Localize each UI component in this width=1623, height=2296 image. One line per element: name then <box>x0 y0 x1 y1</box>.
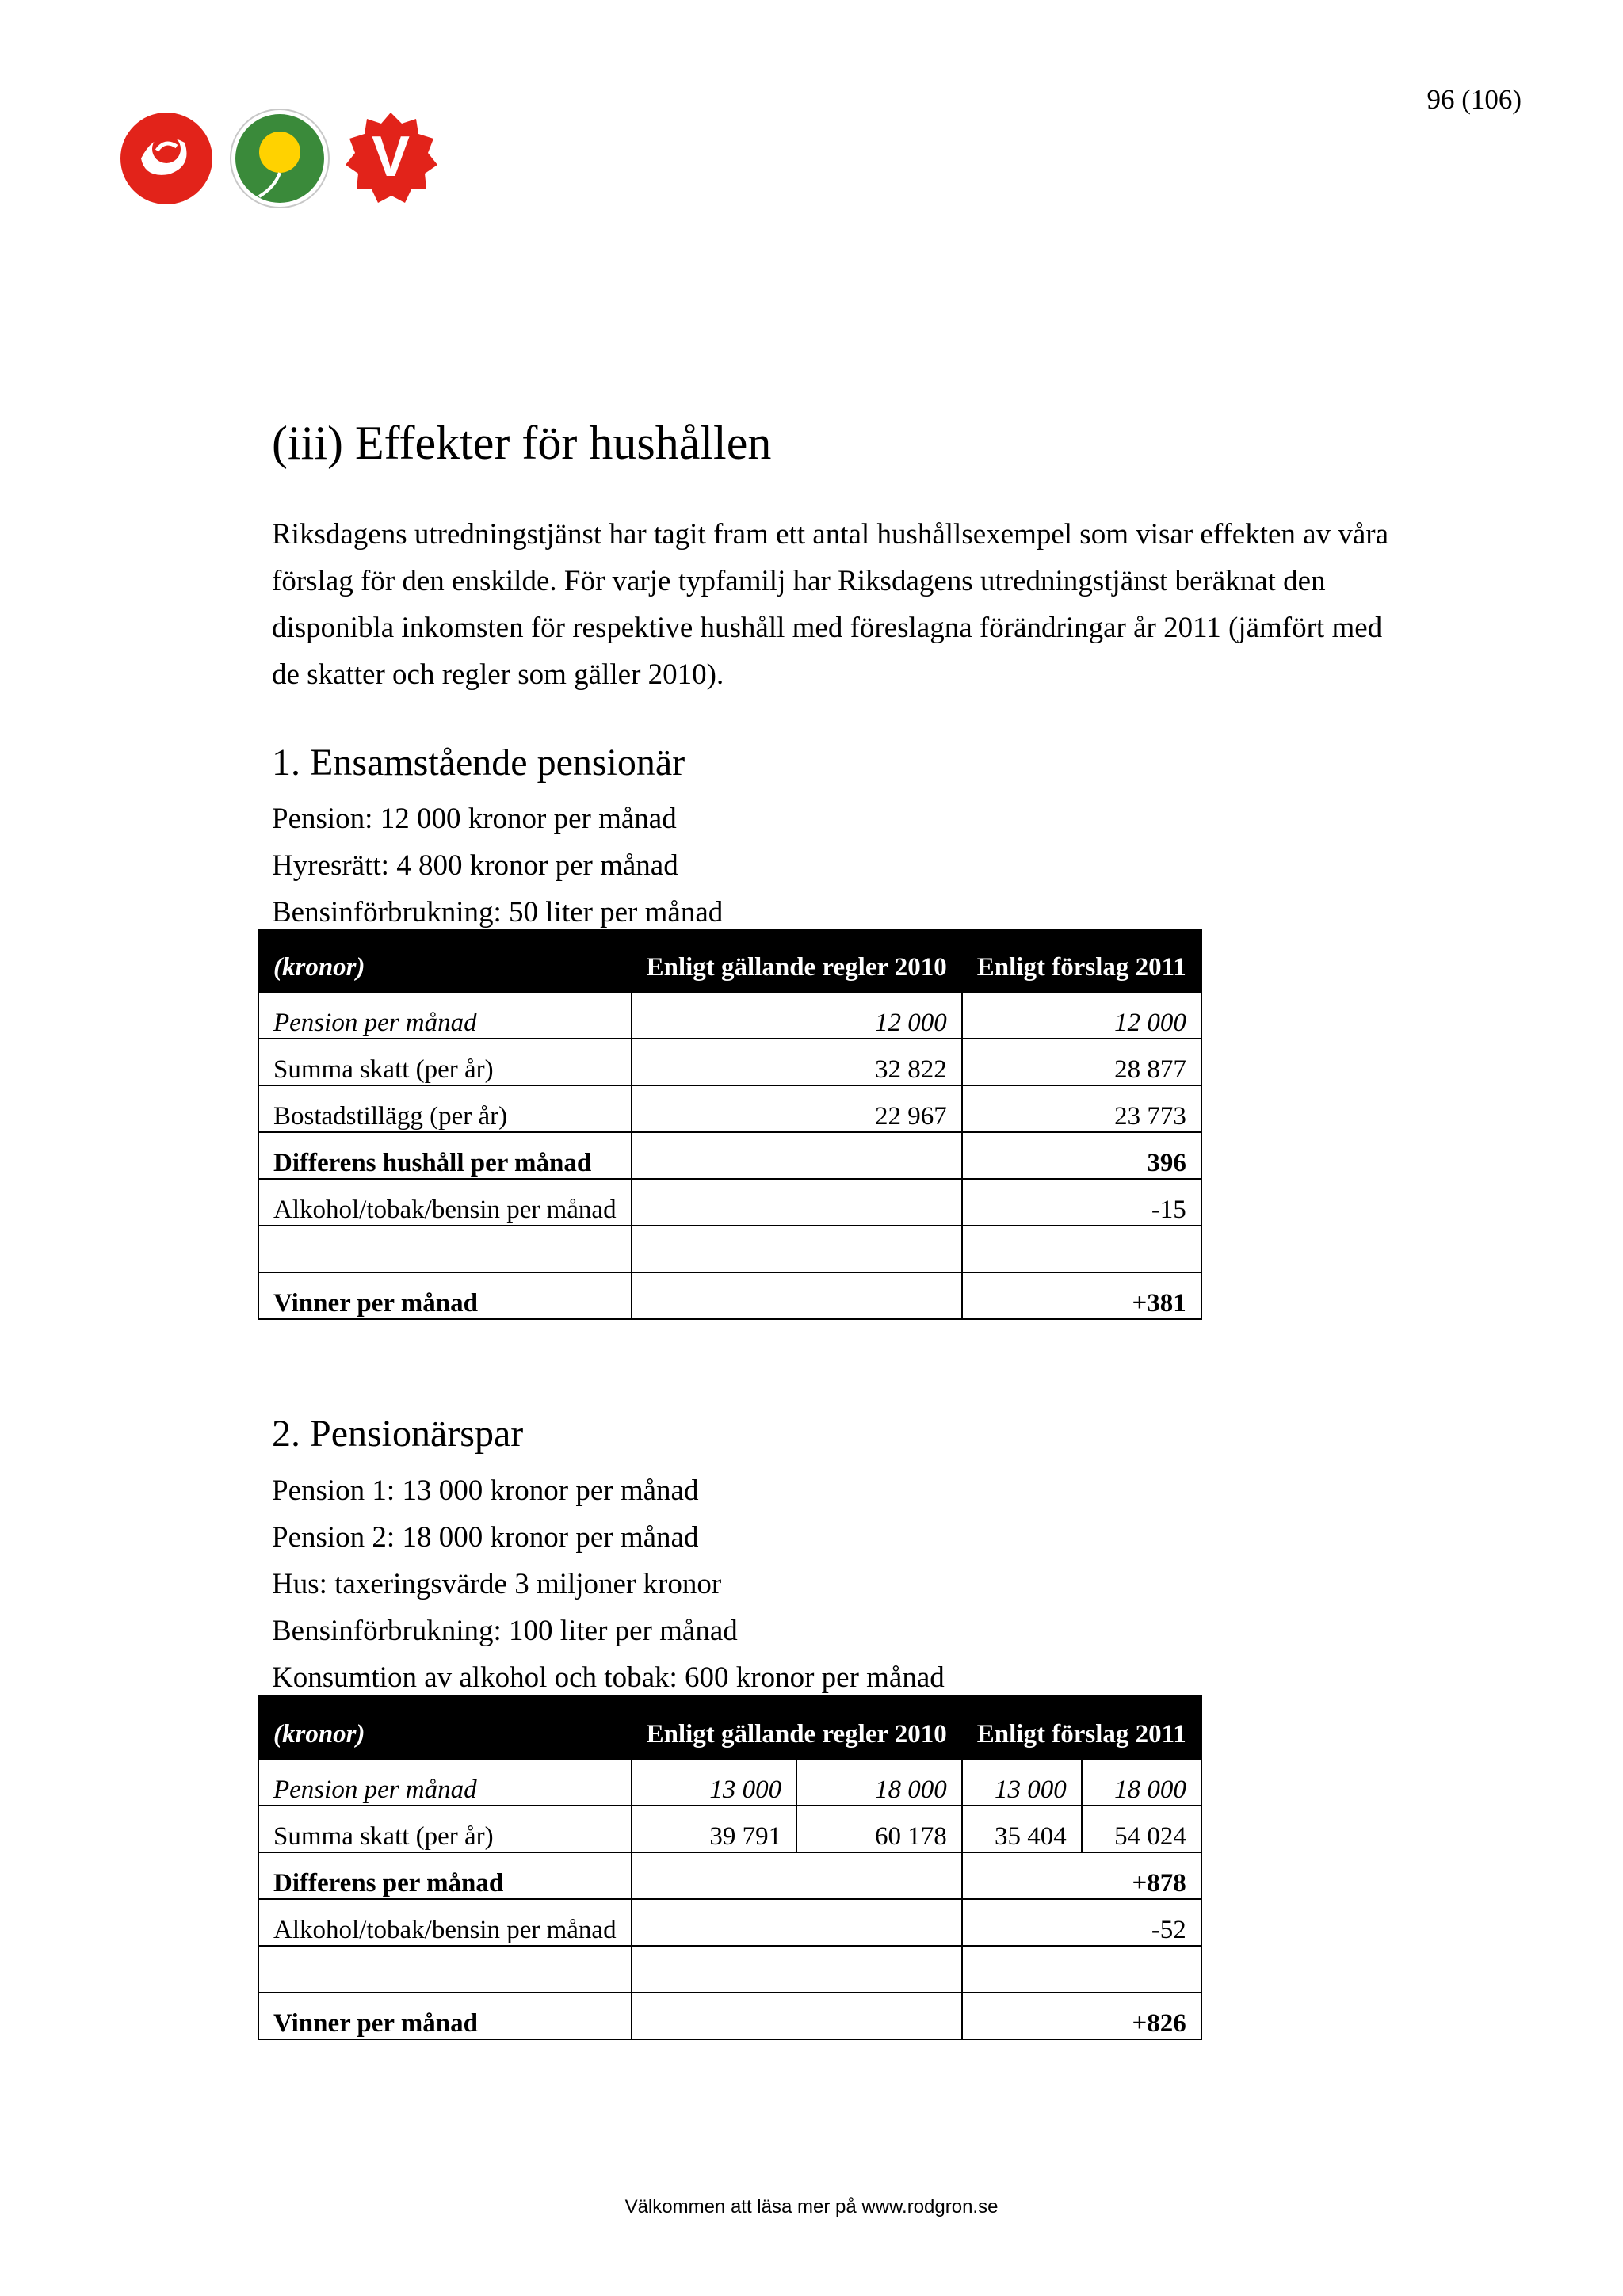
row-label: Pension per månad <box>258 1759 632 1806</box>
fact-line: Hus: taxeringsvärde 3 miljoner kronor <box>272 1568 722 1600</box>
section2-heading: 2. Pensionärspar <box>272 1413 524 1455</box>
row-label: Differens hushåll per månad <box>258 1132 632 1179</box>
intro-paragraph: Riksdagens utredningstjänst har tagit fram ett antal hushållsexempel som visar effekten av våra förslag för den enskilde. För varje typfamilj har Riksdagens utredningstjänst beräknat den disponibla inkomsten för respektive hushåll med föreslagna förändringar år 2011 (jämfört med de skatter och regler som gäller 2010). <box>272 518 1389 691</box>
table-row <box>258 1806 1201 1852</box>
dandelion-logo-icon <box>231 109 329 208</box>
header-2010: Enligt gällande regler 2010 <box>632 929 962 992</box>
value-2011: +381 <box>962 1272 1201 1319</box>
header-2011: Enligt förslag 2011 <box>962 929 1201 992</box>
fact-line: Pension: 12 000 kronor per månad <box>272 803 677 835</box>
table-row <box>258 992 1201 1039</box>
table-row <box>258 1272 1201 1319</box>
household-table-2 <box>258 1695 1202 2040</box>
pension2-2011: 18 000 <box>1082 1759 1201 1806</box>
tax2-2011: 54 024 <box>1082 1806 1201 1852</box>
household-table-1 <box>258 929 1202 1320</box>
pension1-2010: 13 000 <box>632 1759 797 1806</box>
table-row <box>258 1993 1201 2039</box>
table-row <box>258 1039 1201 1085</box>
row-label <box>258 1946 632 1993</box>
fact-line: Pension 1: 13 000 kronor per månad <box>272 1474 699 1507</box>
fact-line: Hyresrätt: 4 800 kronor per månad <box>272 849 678 882</box>
value-2010 <box>632 1179 962 1226</box>
fact-line: Bensinförbrukning: 100 liter per månad <box>272 1615 738 1647</box>
value-2011: 12 000 <box>962 992 1201 1039</box>
footer-text: Välkommen att läsa mer på www.rodgron.se <box>624 2196 999 2218</box>
section1-heading: 1. Ensamstående pensionär <box>272 742 685 784</box>
v-letter: V <box>371 125 411 189</box>
value-2011: -15 <box>962 1179 1201 1226</box>
row-label: Bostadstillägg (per år) <box>258 1085 632 1132</box>
table-header-row <box>258 929 1201 992</box>
page-title: (iii) Effekter för hushållen <box>272 417 772 469</box>
value-2011 <box>962 1226 1201 1272</box>
value-2010 <box>632 1132 962 1179</box>
tax1-2011: 35 404 <box>962 1806 1082 1852</box>
tax2-2010: 60 178 <box>796 1806 962 1852</box>
table-row <box>258 1085 1201 1132</box>
table-row <box>258 1852 1201 1899</box>
pension2-2010: 18 000 <box>796 1759 962 1806</box>
pension1-2011: 13 000 <box>962 1759 1082 1806</box>
value-2010 <box>632 1272 962 1319</box>
rose-logo-icon <box>120 113 212 204</box>
fact-line: Bensinförbrukning: 50 liter per månad <box>272 896 724 929</box>
table-header-row <box>258 1696 1201 1759</box>
table-row <box>258 1226 1201 1272</box>
table-row <box>258 1132 1201 1179</box>
row-label: Alkohol/tobak/bensin per månad <box>258 1899 632 1946</box>
header-2011: Enligt förslag 2011 <box>962 1696 1201 1759</box>
value-2011: +878 <box>962 1852 1201 1899</box>
value-2011: -52 <box>962 1899 1201 1946</box>
value-2011: 23 773 <box>962 1085 1201 1132</box>
value-2010: 12 000 <box>632 992 962 1039</box>
section1-facts <box>272 795 723 936</box>
fact-line: Konsumtion av alkohol och tobak: 600 kronor per månad <box>272 1661 945 1694</box>
row-label: Alkohol/tobak/bensin per månad <box>258 1179 632 1226</box>
row-label: Pension per månad <box>258 992 632 1039</box>
row-label <box>258 1226 632 1272</box>
page-number: 96 (106) <box>1426 84 1522 115</box>
value-2010 <box>632 1899 962 1946</box>
row-label: Vinner per månad <box>258 1993 632 2039</box>
value-2010 <box>632 1226 962 1272</box>
value-2010 <box>632 1852 962 1899</box>
v-carnation-logo-icon <box>346 113 437 203</box>
table-row <box>258 1946 1201 1993</box>
value-2011: +826 <box>962 1993 1201 2039</box>
row-label: Differens per månad <box>258 1852 632 1899</box>
header-unit: (kronor) <box>258 929 632 992</box>
value-2010: 22 967 <box>632 1085 962 1132</box>
value-2011 <box>962 1946 1201 1993</box>
value-2011: 28 877 <box>962 1039 1201 1085</box>
value-2010: 32 822 <box>632 1039 962 1085</box>
table-row <box>258 1759 1201 1806</box>
header-unit: (kronor) <box>258 1696 632 1759</box>
row-label: Vinner per månad <box>258 1272 632 1319</box>
party-logos <box>117 103 450 214</box>
section2-facts <box>272 1467 945 1701</box>
header-2010: Enligt gällande regler 2010 <box>632 1696 962 1759</box>
value-2010 <box>632 1993 962 2039</box>
row-label: Summa skatt (per år) <box>258 1806 632 1852</box>
fact-line: Pension 2: 18 000 kronor per månad <box>272 1521 699 1554</box>
value-2011: 396 <box>962 1132 1201 1179</box>
row-label: Summa skatt (per år) <box>258 1039 632 1085</box>
value-2010 <box>632 1946 962 1993</box>
table-row <box>258 1179 1201 1226</box>
table-row <box>258 1899 1201 1946</box>
tax1-2010: 39 791 <box>632 1806 797 1852</box>
